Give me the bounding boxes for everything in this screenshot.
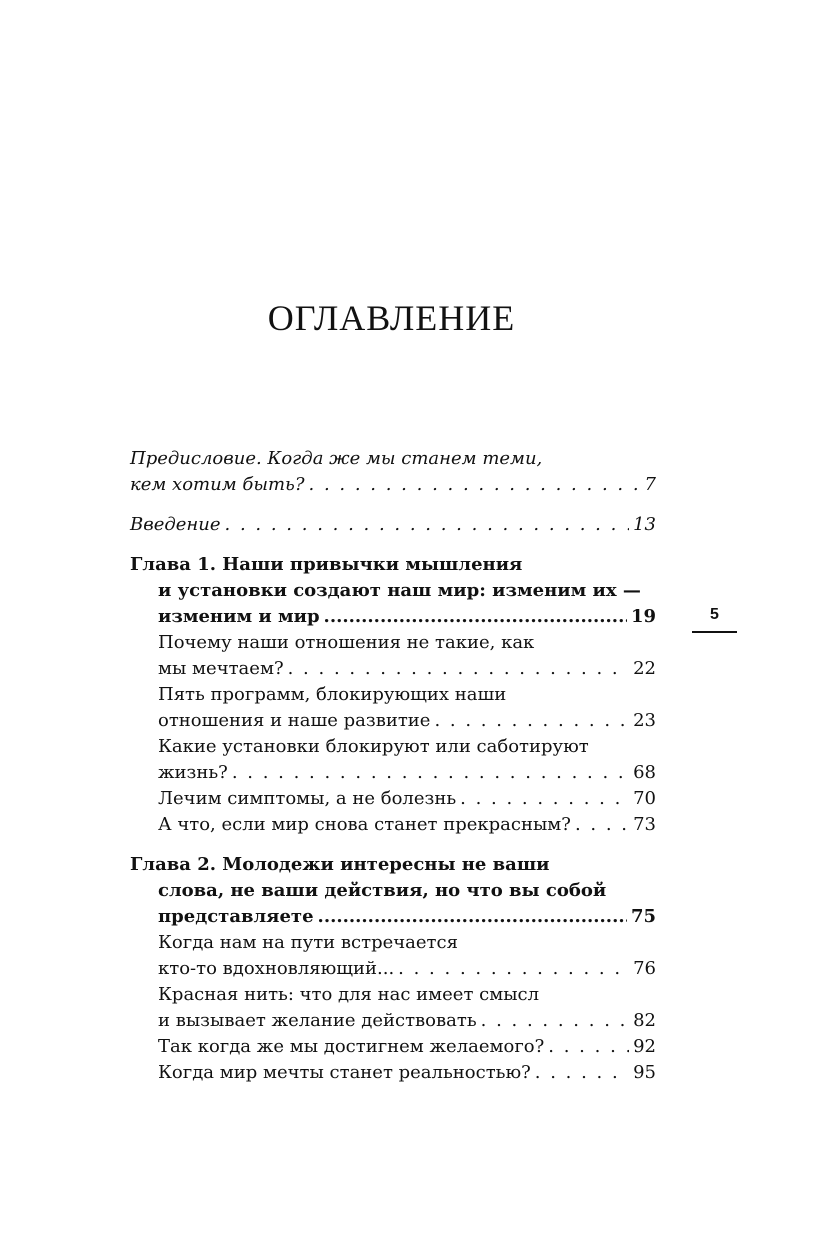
page-number: 19 (630, 606, 656, 627)
page-number: 13 (633, 514, 656, 535)
chapter-title: и установки создают наш мир: изменим их — (158, 580, 641, 601)
toc-entry-text: Предисловие. Когда же мы станем теми, (130, 448, 543, 469)
toc-section[interactable] (130, 786, 656, 812)
dot-leader (232, 760, 629, 786)
toc-section[interactable] (130, 812, 656, 838)
table-of-contents (130, 446, 656, 1086)
page-number: 23 (633, 710, 656, 731)
section-title: Когда мир мечты станет реальностью? (158, 1062, 531, 1083)
page-number: 75 (630, 906, 656, 927)
section-title: и вызывает желание действовать (158, 1010, 477, 1031)
dot-leader (318, 904, 627, 930)
folio-rule (692, 631, 737, 633)
toc-chapter-2[interactable] (130, 852, 656, 930)
page-number: 82 (633, 1010, 656, 1031)
page-number: 92 (633, 1036, 656, 1057)
section-title: отношения и наше развитие (158, 710, 431, 731)
section-title: кто-то вдохновляющий... (158, 958, 395, 979)
toc-section[interactable] (130, 1034, 656, 1060)
section-title: мы мечтаем? (158, 658, 284, 679)
section-title: Какие установки блокируют или саботируют (158, 736, 589, 757)
dot-leader (324, 604, 627, 630)
chapter-title: Глава 1. Наши привычки мышления (130, 554, 523, 575)
section-title: Лечим симптомы, а не болезнь (158, 788, 457, 809)
chapter-title: слова, не ваши действия, но что вы собой (158, 880, 607, 901)
dot-leader (309, 472, 641, 498)
section-title: А что, если мир снова станет прекрасным? (158, 814, 571, 835)
dot-leader (460, 786, 629, 812)
dot-leader (398, 956, 629, 982)
page-number: 68 (633, 762, 656, 783)
dot-leader (288, 656, 629, 682)
dot-leader (481, 1008, 629, 1034)
section-title: Почему наши отношения не такие, как (158, 632, 535, 653)
page-number: 7 (644, 474, 656, 495)
toc-section[interactable] (130, 734, 656, 786)
toc-entry-intro[interactable] (130, 512, 656, 538)
dot-leader (225, 512, 630, 538)
section-title: жизнь? (158, 762, 228, 783)
folio-number: 5 (710, 606, 719, 623)
page-number: 73 (633, 814, 656, 835)
toc-section[interactable] (130, 930, 656, 982)
toc-section[interactable] (130, 682, 656, 734)
section-title: Когда нам на пути встречается (158, 932, 458, 953)
page-number: 22 (633, 658, 656, 679)
page-number: 76 (633, 958, 656, 979)
toc-section[interactable] (130, 1060, 656, 1086)
page-folio (692, 600, 737, 633)
toc-section[interactable] (130, 630, 656, 682)
chapter-title: Глава 2. Молодежи интересны не ваши (130, 854, 550, 875)
toc-entry-text: кем хотим быть? (130, 474, 305, 495)
page-title: ОГЛАВЛЕНИЕ (267, 298, 516, 338)
chapter-title: изменим и мир (158, 606, 320, 627)
toc-entry-text: Введение (130, 514, 221, 535)
dot-leader (535, 1060, 629, 1086)
section-title: Так когда же мы достигнем желаемого? (158, 1036, 545, 1057)
dot-leader (434, 708, 629, 734)
page-number: 95 (633, 1062, 656, 1083)
dot-leader (575, 812, 629, 838)
toc-section[interactable] (130, 982, 656, 1034)
page-number: 70 (633, 788, 656, 809)
chapter-title: представляете (158, 906, 314, 927)
toc-entry-preface[interactable] (130, 446, 656, 498)
toc-chapter-1[interactable] (130, 552, 656, 630)
section-title: Пять программ, блокирующих наши (158, 684, 507, 705)
section-title: Красная нить: что для нас имеет смысл (158, 984, 540, 1005)
dot-leader (548, 1034, 629, 1060)
